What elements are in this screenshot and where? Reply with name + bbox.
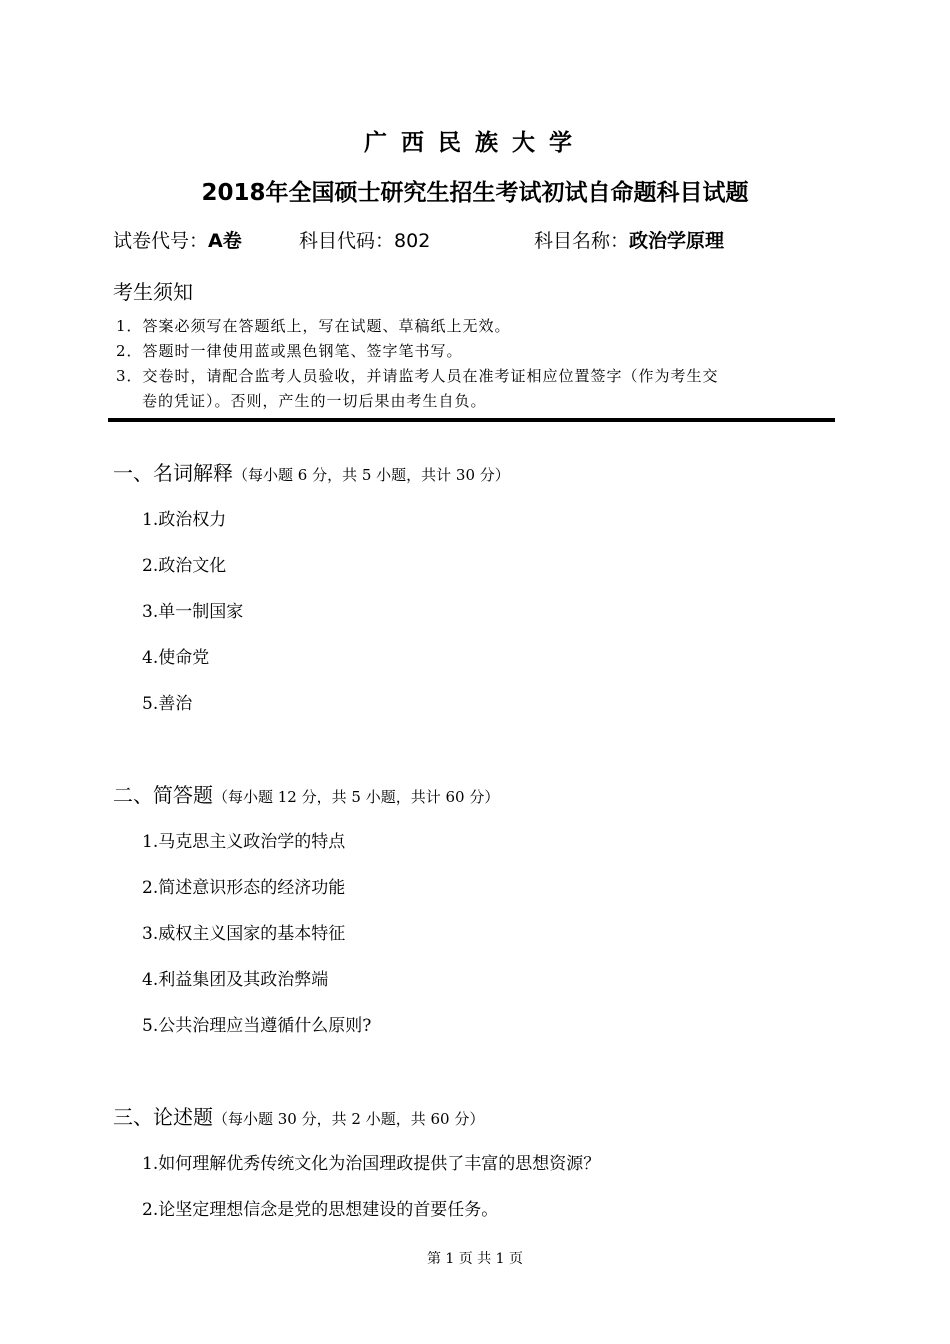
section-title: 一、名词解释 [113, 461, 233, 485]
subject-name-label: 科目名称： [534, 230, 630, 252]
question-item: 2.简述意识形态的经济功能 [142, 878, 346, 898]
section-note: （每小题 12 分，共 5 小题，共计 60 分） [213, 788, 500, 806]
page-number: 第 1 页 共 1 页 [426, 1251, 524, 1267]
paper-code-value: A卷 [208, 230, 242, 252]
question-item: 4.使命党 [142, 648, 210, 668]
section-note: （每小题 6 分，共 5 小题，共计 30 分） [233, 466, 510, 484]
question-item: 2.论坚定理想信念是党的思想建设的首要任务。 [142, 1200, 499, 1220]
subject-code-label: 科目代码： [299, 230, 395, 252]
section-heading [113, 779, 499, 808]
section-note: （每小题 30 分，共 2 小题，共 60 分） [213, 1110, 485, 1128]
notice-rule: 3．交卷时，请配合监考人员验收，并请监考人员在准考证相应位置签字（作为考生交 [116, 367, 719, 385]
section-title: 三、论述题 [113, 1105, 213, 1129]
question-item: 1.政治权力 [142, 510, 227, 530]
exam-title: 2018年全国硕士研究生招生考试初试自命题科目试题 [201, 180, 749, 206]
notice-rule: 2．答题时一律使用蓝或黑色钢笔、签字笔书写。 [116, 342, 463, 360]
question-item: 1.如何理解优秀传统文化为治国理政提供了丰富的思想资源？ [142, 1154, 601, 1174]
section-heading [113, 457, 510, 486]
university-title: 广西民族大学 [364, 130, 586, 156]
paper-code-label: 试卷代号： [113, 230, 209, 252]
notice-rule: 1．答案必须写在答题纸上，写在试题、草稿纸上无效。 [116, 317, 511, 335]
question-item: 3.威权主义国家的基本特征 [142, 924, 346, 944]
question-item: 3.单一制国家 [142, 602, 244, 622]
subject-code [299, 226, 430, 253]
question-item: 5.公共治理应当遵循什么原则? [142, 1016, 372, 1036]
question-item: 5.善治 [142, 694, 193, 714]
subject-name [534, 226, 724, 253]
paper-code [113, 226, 242, 253]
divider-line [108, 418, 835, 422]
subject-code-value: 802 [394, 230, 431, 252]
subject-name-value: 政治学原理 [629, 230, 725, 252]
section-heading [113, 1101, 484, 1130]
notice-heading: 考生须知 [113, 280, 193, 304]
section-title: 二、简答题 [113, 783, 213, 807]
notice-rule-continued: 卷的凭证）。否则，产生的一切后果由考生自负。 [142, 392, 487, 410]
question-item: 4.利益集团及其政治弊端 [142, 970, 329, 990]
question-item: 1.马克思主义政治学的特点 [142, 832, 346, 852]
question-item: 2.政治文化 [142, 556, 227, 576]
